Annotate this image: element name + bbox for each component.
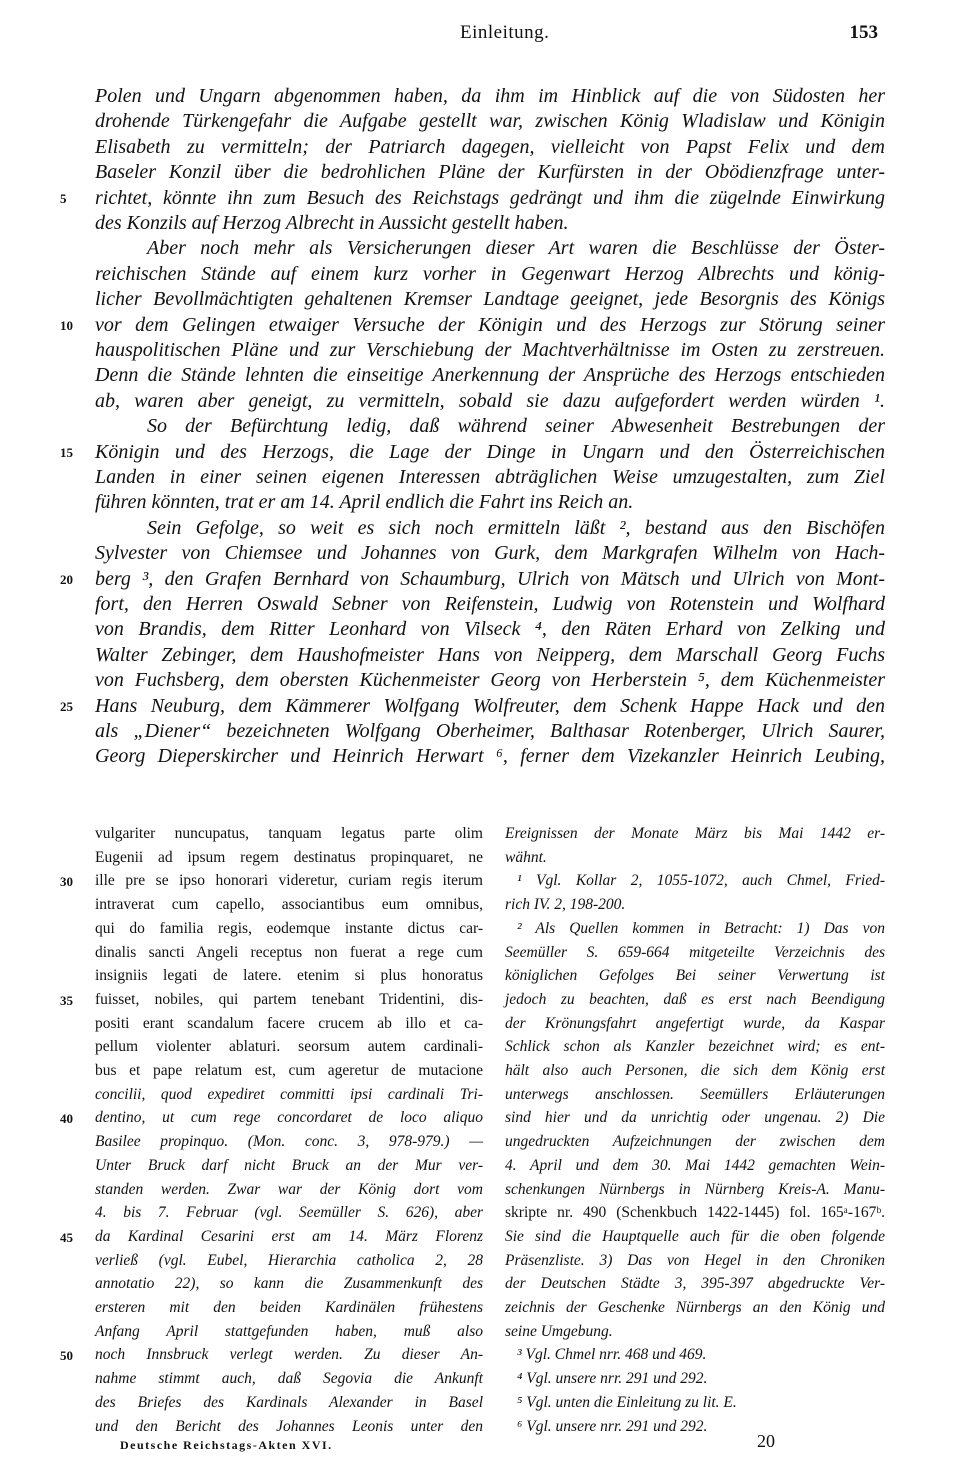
main-text-line: von Brandis, dem Ritter Leonhard von Vilseck ⁴, den Räten Erhard von Zelking und xyxy=(95,618,885,641)
footnote-right-line: ¹ Vgl. Kollar 2, 1055-1072, auch Chmel, Fried- xyxy=(517,872,885,890)
main-text-line: richtet, könnte ihn zum Besuch des Reichstags gedrängt und ihm die zügelnde Einwirkung xyxy=(95,186,885,209)
footnote-left-line: Eugenii ad ipsum regem destinatus propinquaret, ne xyxy=(95,848,483,866)
main-text-line: Aber noch mehr als Versicherungen dieser Art waren die Beschlüsse der Öster- xyxy=(147,237,885,260)
footnote-right-line: wähnt. xyxy=(505,848,547,866)
main-text-line: So der Befürchtung ledig, daß während seiner Abwesenheit Bestrebungen der xyxy=(147,415,885,438)
footnote-right-line: ³ Vgl. Chmel nrr. 468 und 469. xyxy=(517,1346,707,1364)
footnote-left-line: concilii, quod expediret committi ipsi cardinali Tri- xyxy=(95,1085,483,1103)
footnote-right-line: rich IV. 2, 198-200. xyxy=(505,896,626,914)
footnote-right-line: ⁴ Vgl. unsere nrr. 291 und 292. xyxy=(517,1370,708,1388)
sheet-number: 20 xyxy=(757,1431,775,1451)
footnote-left-line: Anfang April stattgefunden haben, muß also xyxy=(95,1322,483,1340)
footnote-left-line: nahme stimmt auch, daß Segovia die Ankunft xyxy=(95,1370,483,1388)
main-text-line: Sein Gefolge, so weit es sich noch ermitteln läßt ², bestand aus den Bischöfen xyxy=(147,516,885,539)
main-text-line: Landen in einer seinen eigenen Interessen abträglichen Weise umzugestalten, zum Ziel xyxy=(95,466,885,488)
footnote-right-line: skripte nr. 490 (Schenkbuch 1422-1445) fol. 165ᵃ-167ᵇ. xyxy=(505,1204,885,1222)
footnote-right-line: ² Als Quellen kommen in Betracht: 1) Das von xyxy=(517,919,885,937)
footnote-right-line: schenkungen Nürnbergs in Nürnberg Kreis-A. Manu- xyxy=(505,1180,885,1198)
footnote-left-line: 4. bis 7. Februar (vgl. Seemüller S. 626), aber xyxy=(95,1204,483,1222)
main-text-line: hauspolitischen Pläne und zur Verschiebung der Machtverhältnisse im Osten zu zerstreuen. xyxy=(95,339,885,361)
line-number: 40 xyxy=(60,1111,73,1127)
line-number: 10 xyxy=(60,317,73,333)
footnote-right-line: sind hier und da unrichtig oder ungenau. 2) Die xyxy=(505,1109,885,1127)
main-text-line: Baseler Konzil über die bedrohlichen Pläne der Kurfürsten in der Obödienzfrage unter- xyxy=(95,161,885,184)
footnote-right-line: hält also auch Personen, die sich dem König erst xyxy=(505,1062,885,1079)
main-text-line: reichischen Stände auf einem kurz vorher in Gegenwart Herzog Albrechts und könig- xyxy=(95,262,885,285)
footnote-right-line: ungedruckten Aufzeichnungen der zwischen dem xyxy=(505,1133,885,1151)
footnote-right-line: Seemüller S. 659-664 mitgeteilte Verzeichnis des xyxy=(505,943,885,961)
main-text-line: Polen und Ungarn abgenommen haben, da ihm im Hinblick auf die von Südosten her xyxy=(95,85,885,107)
footnote-left-line: pellum violenter ablaturi. seorsum autem cardinali- xyxy=(95,1038,483,1056)
footnote-right-line: seine Umgebung. xyxy=(505,1322,613,1340)
footnote-left-line: dentino, ut cum rege concordaret de loco aliquo xyxy=(95,1109,483,1127)
page-number: 153 xyxy=(849,22,878,43)
footnote-right-line: Schlick schon als Kanzler bezeichnet wird; es ent- xyxy=(505,1038,885,1056)
footnote-right-line: königlichen Gefolges Bei seiner Verwertung ist xyxy=(505,967,885,985)
main-text-line: ab, waren aber geneigt, zu vermitteln, sobald sie dazu aufgefordert werden würden ¹. xyxy=(95,389,885,412)
main-text-line: drohende Türkengefahr die Aufgabe gestellt war, zwischen König Wladislaw und Königin xyxy=(95,110,885,133)
line-number: 25 xyxy=(60,698,73,714)
line-number: 15 xyxy=(60,444,73,460)
main-text-line: des Konzils auf Herzog Albrecht in Aussicht gestellt haben. xyxy=(95,212,569,234)
line-number: 30 xyxy=(60,874,73,890)
footnote-left-line: standen werden. Zwar war der König dort vom xyxy=(95,1180,483,1198)
line-number: 20 xyxy=(60,571,73,587)
footnote-left-line: vulgariter nuncupatus, tanquam legatus parte olim xyxy=(95,825,483,842)
footnote-left-line: und den Bericht des Johannes Leonis unter den xyxy=(95,1417,483,1435)
page-header xyxy=(0,22,960,52)
footnote-left-line: ille pre se ipso honorari videretur, curiam regis iterum xyxy=(95,872,483,890)
footnote-left-line: insigniis legati de latere. etenim si plus honoratus xyxy=(95,967,483,985)
main-text-line: Walter Zebinger, dem Haushofmeister Hans von Neipperg, dem Marschall Georg Fuchs xyxy=(95,643,885,666)
footnote-right-line: ⁶ Vgl. unsere nrr. 291 und 292. xyxy=(517,1417,708,1435)
main-text-line: fort, den Herren Oswald Sebner von Reifenstein, Ludwig von Rotenstein und Wolfhard xyxy=(95,593,885,615)
footnote-right-line: Präsenzliste. 3) Das von Hegel in den Chroniken xyxy=(505,1251,885,1269)
line-number: 5 xyxy=(60,190,67,206)
main-text-line: berg ³, den Grafen Bernhard von Schaumburg, Ulrich von Mätsch und Ulrich von Mont- xyxy=(95,567,885,590)
footnote-left-line: Basilee propinquo. (Mon. conc. 3, 978-979.) — xyxy=(95,1133,483,1151)
footnote-left-line: da Kardinal Cesarini erst am 14. März Florenz xyxy=(95,1227,483,1245)
main-text-line: von Fuchsberg, dem obersten Küchenmeister Georg von Herberstein ⁵, dem Küchenmeister xyxy=(95,669,885,692)
footnote-left-line: Unter Bruck darf nicht Bruck an der Mur ver- xyxy=(95,1156,483,1174)
footnote-left-line: noch Innsbruck verlegt werden. Zu dieser An- xyxy=(95,1346,483,1364)
footnote-left-line: positi erant scandalum facere crucem ab illo et ca- xyxy=(95,1014,483,1032)
footnote-left-line: des Briefes des Kardinals Alexander in Basel xyxy=(95,1393,483,1411)
footnote-left-line: dinalis sancti Angeli receptus non fuerat a rege cum xyxy=(95,943,483,961)
footnote-right-line: der Krönungsfahrt angefertigt wurde, da Kaspar xyxy=(505,1014,885,1032)
main-text-line: Elisabeth zu vermitteln; der Patriarch dagegen, vielleicht von Papst Felix und dem xyxy=(95,135,885,158)
main-text-line: Sylvester von Chiemsee und Johannes von Gurk, dem Markgrafen Wilhelm von Hach- xyxy=(95,542,885,565)
footnote-left-line: qui do familia regis, eodemque instante dictus car- xyxy=(95,919,483,937)
main-text-line: licher Bevollmächtigten gehaltenen Kremser Landtage geeignet, jede Besorgnis des Königs xyxy=(95,288,885,311)
main-text-line: Hans Neuburg, dem Kämmerer Wolfgang Wolfreuter, dem Schenk Happe Hack und den xyxy=(95,694,885,717)
line-number: 35 xyxy=(60,992,73,1008)
main-text-line: führen könnten, trat er am 14. April endlich die Fahrt ins Reich an. xyxy=(95,491,634,514)
footnote-right-line: zeichnis der Geschenke Nürnbergs an den König und xyxy=(505,1299,885,1316)
footnote-left-line: intraverat cum capello, associantibus eum omnibus, xyxy=(95,896,483,914)
signature-mark: Deutsche Reichstags-Akten XVI. xyxy=(120,1438,333,1452)
footnote-left-line: fuisset, nobiles, qui partem tenebant Tridentini, dis- xyxy=(95,990,483,1008)
line-number: 45 xyxy=(60,1229,73,1245)
footnote-right-line: Ereignissen der Monate März bis Mai 1442 er- xyxy=(505,825,885,842)
main-text-line: als „Diener“ bezeichneten Wolfgang Oberheimer, Balthasar Rotenberger, Ulrich Saurer, xyxy=(95,720,885,742)
footnote-right-line: jedoch zu beachten, daß es erst nach Beendigung xyxy=(505,990,885,1008)
footnote-right-line: der Deutschen Städte 3, 395-397 abgedruckte Ver- xyxy=(505,1275,885,1293)
running-title: Einleitung. xyxy=(460,22,550,43)
main-text-line: Georg Dieperskircher und Heinrich Herwart ⁶, ferner dem Vizekanzler Heinrich Leubing, xyxy=(95,745,885,768)
footnote-right-line: unterwegs anschlossen. Seemüllers Erläuterungen xyxy=(505,1085,885,1103)
footnote-right-line: ⁵ Vgl. unten die Einleitung zu lit. E. xyxy=(517,1393,737,1411)
footnote-right-line: 4. April und dem 30. Mai 1442 gemachten Wein- xyxy=(505,1156,885,1174)
line-number: 50 xyxy=(60,1348,73,1364)
footnote-left-line: annotatio 22), so kann die Zusammenkunft des xyxy=(95,1275,483,1293)
footnote-right-line: Sie sind die Hauptquelle auch für die oben folgende xyxy=(505,1227,885,1245)
footnote-left-line: ersteren mit den beiden Kardinälen frühestens xyxy=(95,1299,483,1316)
main-text-line: vor dem Gelingen etwaiger Versuche der Königin und des Herzogs zur Störung seiner xyxy=(95,313,885,336)
main-text-line: Denn die Stände lehnten die einseitige Anerkennung der Ansprüche des Herzogs entschieden xyxy=(95,364,885,387)
footnote-left-line: verließ (vgl. Eubel, Hierarchia catholica 2, 28 xyxy=(95,1251,483,1269)
footnote-left-line: bus et pape relatum est, cum ageretur de mutacione xyxy=(95,1062,483,1079)
main-text-line: Königin und des Herzogs, die Lage der Dinge in Ungarn und den Österreichischen xyxy=(95,440,885,463)
